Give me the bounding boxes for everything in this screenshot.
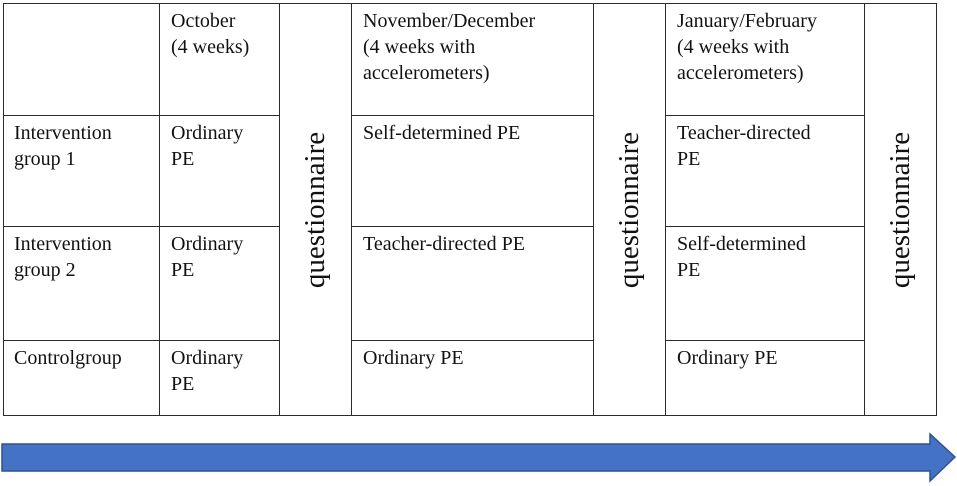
cell-control-p2-text: Ordinary PE <box>363 347 464 369</box>
cell-g2-p1-text: Ordinary PE <box>171 233 244 281</box>
cell-g1-p2-text: Self-determined PE <box>363 122 521 144</box>
header-october: October (4 weeks) <box>171 10 250 58</box>
header-jan-feb: January/February (4 weeks with accelerometers) <box>677 10 817 84</box>
timeline-arrow-shape <box>2 434 955 481</box>
questionnaire-label-2: questionnaire <box>613 131 646 288</box>
cell-g1-p3-text: Teacher-directed PE <box>677 122 811 170</box>
cell-control-p3-text: Ordinary PE <box>677 347 778 369</box>
cell-g1-p1-text: Ordinary PE <box>171 122 244 170</box>
row-label-group-1: Intervention group 1 <box>14 122 112 170</box>
cell-control-p1-text: Ordinary PE <box>171 347 244 395</box>
questionnaire-label-1: questionnaire <box>299 131 332 288</box>
questionnaire-label-3: questionnaire <box>884 131 917 288</box>
cell-g2-p2-text: Teacher-directed PE <box>363 233 525 255</box>
cell-g2-p3-text: Self-determined PE <box>677 233 806 281</box>
row-label-group-2: Intervention group 2 <box>14 233 112 281</box>
row-label-control: Controlgroup <box>14 347 122 369</box>
header-nov-dec: November/December (4 weeks with accelerometers) <box>363 10 536 84</box>
